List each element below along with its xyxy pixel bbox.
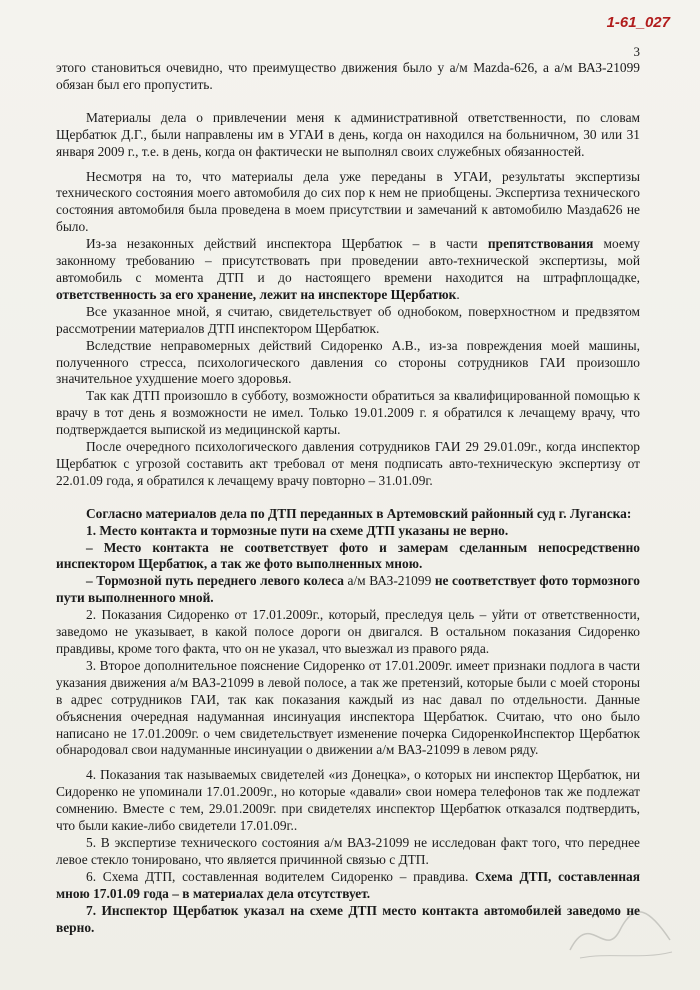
bold-text: – Место контакта не соответствует фото и замерам сделанным непосредственно инспектором Щербатюк, а так же фото выполненных мною. (56, 539, 640, 572)
paragraph-text: а/м ВАЗ-21099 (343, 573, 435, 589)
list-item: 4. Показания так называемых свидетелей «из Донецка», о которых ни инспектор Щербатюк, ни Сидоренко не упоминали 17.01.2009г., но которые «давали» свои номера телефонов так же подлежат сомнению. Вместе с тем, 29.01.2009г. при свидетелях инспектор Щербатюк отказался подтвердить, что были какие-либо свидетели 17.01.09г.. (56, 767, 640, 834)
paragraph-text: . (456, 286, 460, 302)
bold-text: ответственность за его хранение, лежит на инспекторе Щербатюк (56, 286, 457, 302)
paragraph: Материалы дела о привлечении меня к административной ответственности, по словам Щербатюк Д.Г., были направлены им в УГАИ в день, когда он находился на больничном, 30 или 31 января 2009 г., т.е. в день, когда он фактически не выполнял своих служебных обязанностей. (56, 109, 640, 159)
paragraph (56, 236, 640, 304)
list-item (56, 573, 640, 607)
list-item (56, 869, 640, 903)
list-item: 5. В экспертизе технического состояния а/м ВАЗ-21099 не исследован факт того, что переднее левое стекло тонировано, что является причинной связью с ДТП. (56, 834, 640, 867)
paragraph: Несмотря на то, что материалы дела уже переданы в УГАИ, результаты экспертизы технического состояния моего автомобиля до сих пор к нем не приобщены. Экспертиза технического состояния автомобиля была проведена в моем присутствии и замечаний к автомобилю Мазда626 не было. (56, 168, 640, 235)
bold-text: Схема ДТП, составленная мною 17.01.09 года – в материалах дела отсутствует. (56, 868, 640, 901)
paragraph: Все указанное мной, я считаю, свидетельствует об однобоком, поверхностном и предвзятом рассмотрении материалов ДТП инспектором Щербатюк. (56, 303, 640, 336)
document-body (56, 60, 640, 936)
document-reference-number: 1-61_027 (606, 14, 670, 31)
paragraph-text: 6. Схема ДТП, составленная водителем Сидоренко – правдива. (86, 868, 476, 884)
paragraph: После очередного психологического давления сотрудников ГАИ 29 29.01.09г., когда инспектор Щербатюк с угрозой составить акт требовал от меня подписать авто-техническую экспертизу от 22.01.09 года, я обратился к лечащему врачу повторно – 31.01.09г. (56, 439, 640, 488)
paragraph: Вследствие неправомерных действий Сидоренко А.В., из-за повреждения моей машины, полученного стресса, психологического давления со стороны сотрудников ГАИ произошло значительное ухудшение моего здоровья. (56, 337, 640, 387)
bold-text: 7. Инспектор Щербатюк указал на схеме ДТП место контакта автомобилей заведомо не верно. (56, 902, 640, 935)
paragraph-text: Из-за незаконных действий инспектора Щербатюк – в части (86, 236, 488, 252)
list-item (56, 903, 640, 937)
bold-text: не соответствует фото тормозного пути выполненного мной. (56, 573, 641, 606)
paragraph: этого становиться очевидно, что преимущество движения было у а/м Mazda-626, а а/м ВАЗ-21099 обязан был его пропустить. (56, 60, 640, 92)
page-number: 3 (633, 44, 640, 59)
list-item (56, 540, 640, 574)
list-item (56, 523, 640, 540)
paragraph-text: моему законному требованию – присутствовать при проведении авто-технической экспертизы, мой автомобиль с момента ДТП и до настоящего времени находится на штрафплощадке, (56, 236, 640, 285)
paragraph: Так как ДТП произошло в субботу, возможности обратиться за квалифицированной помощью к врачу в тот день я возможности не имел. Только 19.01.2009 г. я обратился к лечащему врачу, что подтверждается выпиской из медицинской карты. (56, 388, 640, 438)
list-item: 3. Второе дополнительное пояснение Сидоренко от 17.01.2009г. имеет признаки подлога в части указания движения а/м ВАЗ-21099 в левой полосе, а так же претензий, которые были с моей стороны в адрес сотрудников ГАИ, так как показания каждый из нас давал по отдельности. Данные объяснения очередная надуманная инсинуация инспектора Щербатюк. Считаю, что оно было написано не 17.01.2009г. о чем свидетельствует изменение почерка СидоренкоИнспектор Щербатюк обнародовал свои надуманные инсинуации о движении а/м ВАЗ-21099 в левом ряду. (56, 657, 640, 758)
signature-mark (560, 900, 680, 970)
bold-text: препятствования (487, 236, 594, 252)
section-heading (56, 506, 640, 523)
list-item: 2. Показания Сидоренко от 17.01.2009г., который, преследуя цель – уйти от ответственности, заведомо не указывает, в какой полосе дороги он двигался. В остальном показания Сидоренко правдивы, кроме того факта, что он не указал, что выезжал из правого ряда. (56, 607, 640, 656)
bold-text: Согласно материалов дела по ДТП переданных в Артемовский районный суд г. Луганска: (86, 505, 632, 521)
bold-text: – Тормозной путь переднего левого колеса (86, 573, 344, 589)
bold-text: 1. Место контакта и тормозные пути на схеме ДТП указаны не верно. (86, 522, 509, 538)
